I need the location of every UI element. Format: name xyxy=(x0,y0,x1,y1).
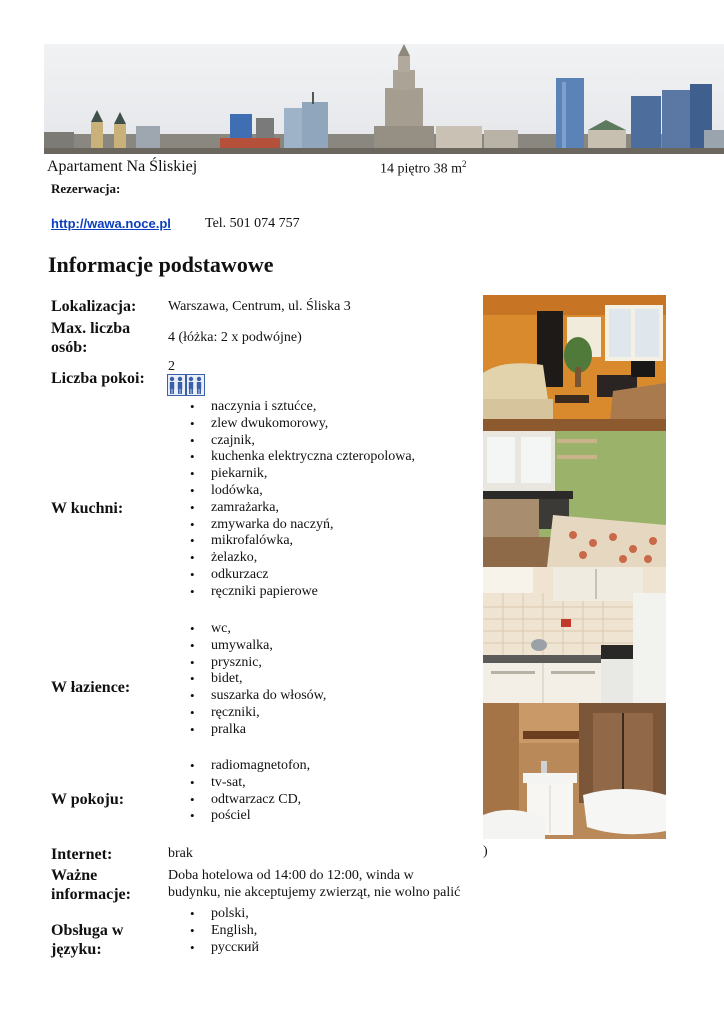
room-list xyxy=(190,758,310,825)
max-people-label-line2: osób: xyxy=(51,339,88,356)
apartment-name-text: Apartament Na Śliskiej xyxy=(47,158,198,175)
list-item: • suszarka do włosów, xyxy=(190,688,326,705)
list-item: • wc, xyxy=(190,621,326,638)
list-item: • zamrażarka, xyxy=(190,500,415,517)
list-item: • zmywarka do naczyń, xyxy=(190,517,415,534)
room-label: W pokoju: xyxy=(51,791,125,808)
max-people-label-line1: Max. liczba xyxy=(51,320,131,337)
language-label-line2: języku: xyxy=(51,941,102,958)
area-unit-superscript: 2 xyxy=(462,159,467,169)
list-item: • English, xyxy=(190,923,259,940)
important-info-label-line2: informacje: xyxy=(51,886,131,903)
skyline-banner-image xyxy=(44,44,724,154)
bedroom-photo xyxy=(483,431,666,567)
max-people-value: 4 (łóżka: 2 x podwójne) xyxy=(168,330,302,345)
kitchen-label: W kuchni: xyxy=(51,500,124,517)
kitchen-photo xyxy=(483,567,666,703)
kitchen-list xyxy=(190,399,415,601)
important-info-label xyxy=(51,866,131,904)
list-item: • tv-sat, xyxy=(190,775,310,792)
language-label xyxy=(51,921,123,959)
list-item: • kuchenka elektryczna czteropolowa, xyxy=(190,449,415,466)
list-item: • odkurzacz xyxy=(190,567,415,584)
list-item: • ręczniki, xyxy=(190,705,326,722)
bathroom-list xyxy=(190,621,326,739)
floor-and-area xyxy=(380,159,467,178)
apartment-name xyxy=(47,158,197,176)
internet-value: brak xyxy=(168,846,193,861)
location-label: Lokalizacja: xyxy=(51,298,137,315)
trailing-parenthesis: ) xyxy=(483,844,488,859)
list-item: • czajnik, xyxy=(190,433,415,450)
important-info-line2: budynku, nie akceptujemy zwierząt, nie wolno palić xyxy=(168,885,461,900)
list-item: • русский xyxy=(190,940,259,957)
reservation-phone: Tel. 501 074 757 xyxy=(205,216,300,231)
list-item: • zlew dwukomorowy, xyxy=(190,416,415,433)
list-item: • odtwarzacz CD, xyxy=(190,792,310,809)
language-label-line1: Obsługa w xyxy=(51,922,124,939)
important-info-label-line1: Ważne xyxy=(51,867,98,884)
living-room-photo xyxy=(483,295,666,431)
list-item: • polski, xyxy=(190,906,259,923)
max-people-label xyxy=(51,319,130,357)
bathroom-photo xyxy=(483,703,666,839)
section-title: Informacje podstawowe xyxy=(48,252,274,277)
list-item: • piekarnik, xyxy=(190,466,415,483)
reservation-link[interactable]: http://wawa.noce.pl xyxy=(51,216,171,231)
list-item: • bidet, xyxy=(190,671,326,688)
list-item: • żelazko, xyxy=(190,550,415,567)
list-item: • ręczniki papierowe xyxy=(190,584,415,601)
internet-label: Internet: xyxy=(51,846,113,863)
location-value: Warszawa, Centrum, ul. Śliska 3 xyxy=(168,299,351,314)
list-item: • umywalka, xyxy=(190,638,326,655)
important-info-line1: Doba hotelowa od 14:00 do 12:00, winda w xyxy=(168,868,414,883)
list-item: • mikrofalówka, xyxy=(190,533,415,550)
bathroom-label: W łazience: xyxy=(51,679,131,696)
photo-column xyxy=(483,295,666,839)
list-item: • radiomagnetofon, xyxy=(190,758,310,775)
rooms-label: Liczba pokoi: xyxy=(51,370,145,387)
list-item: • pościel xyxy=(190,808,310,825)
floor-area-text: 14 piętro 38 m xyxy=(380,161,463,177)
list-item: • lodówka, xyxy=(190,483,415,500)
list-item: • pralka xyxy=(190,722,326,739)
rooms-value: 2 xyxy=(168,359,175,374)
important-info-value xyxy=(168,867,460,901)
list-item: • prysznic, xyxy=(190,655,326,672)
reservation-label: Rezerwacja: xyxy=(51,181,121,196)
people-icon xyxy=(167,374,205,396)
list-item: • naczynia i sztućce, xyxy=(190,399,415,416)
language-list xyxy=(190,906,259,956)
